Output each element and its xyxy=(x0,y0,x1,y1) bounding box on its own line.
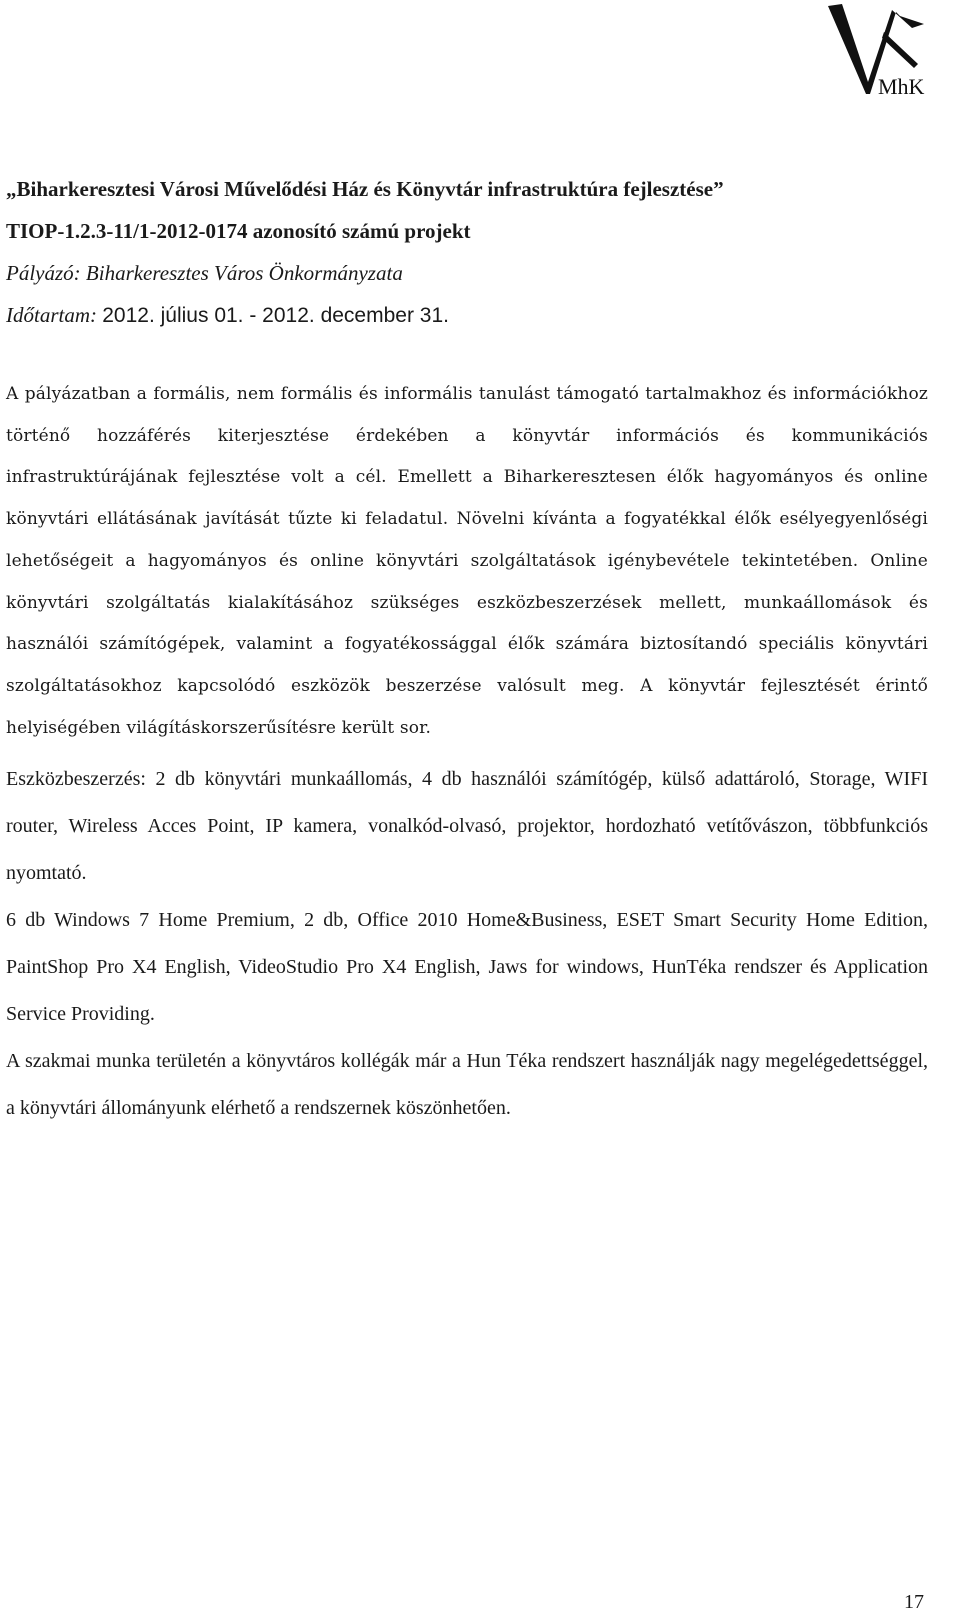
page-number: 17 xyxy=(904,1591,924,1613)
duration-value: 2012. július 01. - 2012. december 31. xyxy=(102,304,449,327)
applicant-line xyxy=(6,252,936,294)
applicant-label: Pályázó: xyxy=(6,261,81,285)
paragraph-project-summary: A pályázatban a formális, nem formális és informális tanulást támogató tartalmakhoz és információkhoz történő hozzáférés kiterjesztése érdekében a könyvtár információs és kommunikációs infrastruktúrájának fejlesztése volt a cél. Emellett a Biharkeresztesen élők hagyományos és online könyvtári ellátásának javítását tűzte ki feladatul. Növelni kívánta a fogyatékkal élők esélyegyenlőségi lehetőségeit a hagyományos és online könyvtári szolgáltatások igénybevétele tekintetében. Online könyvtári szolgáltatás kialakításához szükséges eszközbeszerzések mellett, munkaállomások és használói számítógépek, valamint a fogyatékossággal élők számára biztosítandó speciális könyvtári szolgáltatásokhoz kapcsolódó eszközök beszerzése valósult meg. A könyvtár fejlesztését érintő helyiségében világításkorszerűsítésre került sor. xyxy=(6,384,928,738)
paragraph-equipment: Eszközbeszerzés: 2 db könyvtári munkaállomás, 4 db használói számítógép, külső adattároló, Storage, WIFI router, Wireless Acces Point, IP kamera, vonalkód-olvasó, projektor, hordozható vetítővászon, többfunkciós nyomtató. xyxy=(6,768,928,885)
duration-label: Időtartam: xyxy=(6,303,97,327)
logo-text: MhK xyxy=(878,74,925,99)
paragraph-hunteka: A szakmai munka területén a könyvtáros kollégák már a Hun Téka rendszert használják nagy megelégedettséggel, a könyvtári állományunk elérhető a rendszernek köszönhetően. xyxy=(6,1050,928,1120)
project-title: „Biharkeresztesi Városi Művelődési Ház és Könyvtár infrastruktúra fejlesztése” xyxy=(6,177,724,201)
vmhk-logo-icon xyxy=(828,2,950,102)
project-header xyxy=(6,168,936,336)
document-body xyxy=(6,374,928,1132)
project-id: TIOP-1.2.3-11/1-2012-0174 azonosító számú projekt xyxy=(6,219,471,243)
duration-line xyxy=(6,294,936,336)
applicant-value: Biharkeresztes Város Önkormányzata xyxy=(85,261,403,285)
paragraph-software: 6 db Windows 7 Home Premium, 2 db, Office 2010 Home&Business, ESET Smart Security Home Edition, PaintShop Pro X4 English, VideoStudio Pro X4 English, Jaws for windows, HunTéka rendszer és Application Service Providing. xyxy=(6,909,928,1026)
